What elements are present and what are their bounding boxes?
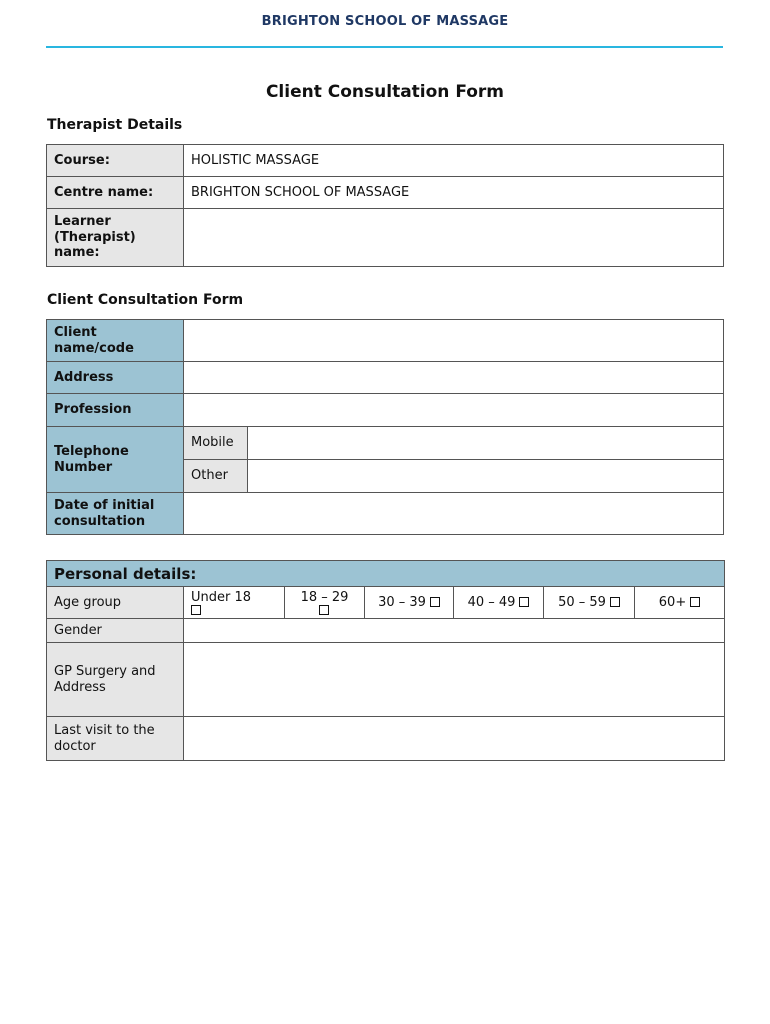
centre-name-label: Centre name: [47,177,184,209]
other-phone-field[interactable] [248,460,724,493]
last-visit-label: Last visit to the doctor [47,717,184,761]
table-row [47,320,724,362]
table-row [47,493,724,535]
mobile-label: Mobile [184,427,248,460]
initial-consultation-date-field[interactable] [184,493,724,535]
client-consultation-table [46,319,724,535]
gender-field[interactable] [184,619,725,643]
table-row [47,561,725,587]
table-row [47,209,724,267]
table-row [47,362,724,394]
profession-label: Profession [47,394,184,427]
age-option-label: 60+ [658,594,687,610]
table-row [47,394,724,427]
course-label: Course: [47,145,184,177]
checkbox-icon[interactable] [610,597,620,607]
checkbox-icon[interactable] [519,597,529,607]
table-row [47,427,724,460]
checkbox-icon[interactable] [430,597,440,607]
age-option-under-18[interactable] [184,587,285,619]
gender-label: Gender [47,619,184,643]
initial-consultation-date-label: Date of initial consultation [47,493,184,535]
address-label: Address [47,362,184,394]
mobile-field[interactable] [248,427,724,460]
gp-surgery-label: GP Surgery and Address [47,643,184,717]
form-title: Client Consultation Form [265,82,505,102]
checkbox-icon[interactable] [319,605,329,615]
table-row [47,717,725,761]
table-row [47,643,725,717]
table-row [47,145,724,177]
learner-name-field[interactable] [184,209,724,267]
address-field[interactable] [184,362,724,394]
age-option-50-59[interactable] [544,587,635,619]
personal-details-table [46,560,725,761]
learner-name-label: Learner (Therapist) name: [47,209,184,267]
table-row [47,587,725,619]
school-header: BRIGHTON SCHOOL OF MASSAGE [261,14,509,29]
age-option-label: 18 – 29 [300,590,349,605]
centre-name-field[interactable]: BRIGHTON SCHOOL OF MASSAGE [184,177,724,209]
age-option-label: 30 – 39 [378,594,426,610]
last-visit-field[interactable] [184,717,725,761]
client-name-field[interactable] [184,320,724,362]
table-row [47,177,724,209]
client-consultation-heading: Client Consultation Form [47,292,244,308]
profession-field[interactable] [184,394,724,427]
gp-surgery-field[interactable] [184,643,725,717]
course-field[interactable]: HOLISTIC MASSAGE [184,145,724,177]
age-group-label: Age group [47,587,184,619]
therapist-details-table [46,144,724,267]
personal-details-heading: Personal details: [47,561,725,587]
age-option-label: 50 – 59 [558,594,606,610]
age-option-label: Under 18 [191,590,252,605]
age-option-60-plus[interactable] [635,587,725,619]
age-option-label: 40 – 49 [467,594,516,610]
age-option-40-49[interactable] [454,587,544,619]
client-name-label: Client name/code [47,320,184,362]
therapist-details-heading: Therapist Details [47,117,183,133]
telephone-label: Telephone Number [47,427,184,493]
other-phone-label: Other [184,460,248,493]
age-option-30-39[interactable] [365,587,454,619]
checkbox-icon[interactable] [191,605,201,615]
age-option-18-29[interactable] [285,587,365,619]
checkbox-icon[interactable] [690,597,700,607]
header-divider [46,46,723,48]
table-row [47,619,725,643]
